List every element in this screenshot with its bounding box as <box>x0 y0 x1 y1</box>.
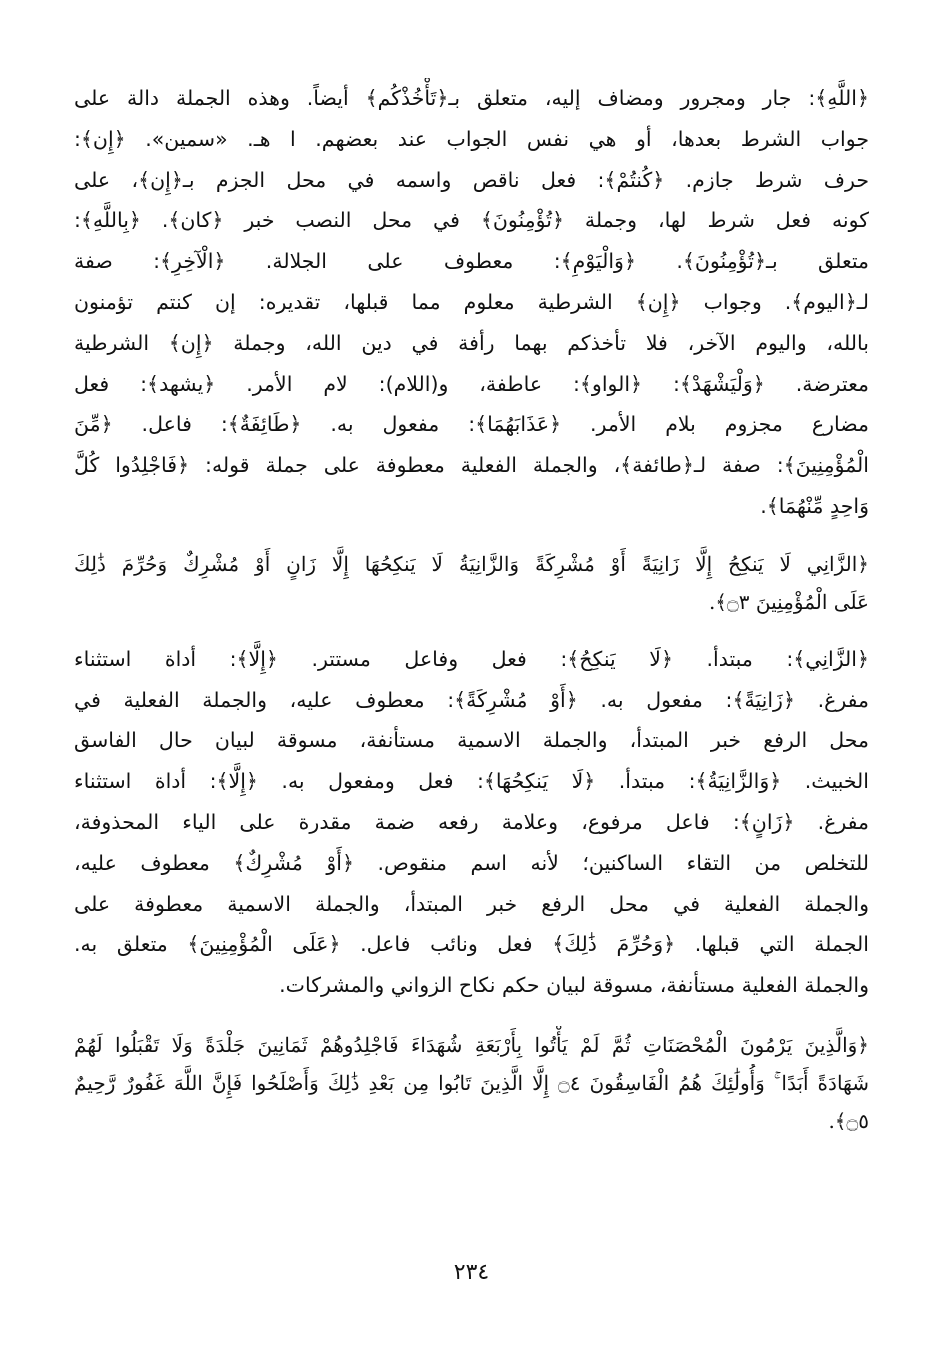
text-line: مفرغ. ﴿زَانٍ﴾: فاعل مرفوع، وعلامة رفعه ضمة مقدرة على الياء المحذوفة، <box>74 809 869 834</box>
text-line: مضارع مجزوم بلام الأمر. ﴿عَذَابَهُمَا﴾: مفعول به. ﴿طَائِفَةٌ﴾: فاعل. ﴿مِّنَ <box>74 412 869 437</box>
quran-verse-3 <box>74 545 869 621</box>
text-line: الخبيث. ﴿وَالزَّانِيَةُ﴾: مبتدأ. ﴿لَا يَنكِحُهَا﴾: فعل ومفعول به. ﴿إِلَّا﴾: أداة استثناء <box>74 769 869 794</box>
text-line: لـ﴿اليوم﴾. وجواب ﴿إِن﴾ الشرطية معلوم مما قبلها، تقديره: إن كنتم تؤمنون <box>74 289 869 314</box>
text-line: مفرغ. ﴿زَانِيَةً﴾: مفعول به. ﴿أَوْ مُشْرِكَةً﴾: معطوف عليه، والجملة الفعلية في <box>74 687 869 712</box>
text-line: الْمُؤْمِنِينَ﴾: صفة لـ﴿طائفة﴾، والجملة الفعلية معطوفة على جملة قوله: ﴿فَاجْلِدُوا كُلَّ <box>74 453 869 478</box>
text-line: وَاحِدٍ مِّنْهُمَا﴾. <box>760 493 869 518</box>
verse-line: ﴿الزَّانِي لَا يَنكِحُ إِلَّا زَانِيَةً أَوْ مُشْرِكَةً وَالزَّانِيَةُ لَا يَنكِحُهَا إِلَّا زَانٍ أَوْ مُشْرِكٌ وَحُرِّمَ ذَٰلِكَ <box>74 551 869 576</box>
text-line: والجملة الفعلية مستأنفة، مسوقة لبيان حكم نكاح الزواني والمشركات. <box>279 973 869 998</box>
text-line: للتخلص من التقاء الساكنين؛ لأنه اسم منقوص. ﴿أَوْ مُشْرِكٌ﴾ معطوف عليه، <box>74 850 869 875</box>
text-line: معترضة. ﴿وَلْيَشْهَدْ﴾: ﴿الواو﴾: عاطفة، و(اللام): لام الأمر. ﴿يشهد﴾: فعل <box>74 371 869 396</box>
text-line: والجملة الفعلية في محل الرفع خبر المبتدأ، والجملة الاسمية معطوفة على <box>74 891 869 916</box>
verse-line: عَلَى الْمُؤْمِنِينَ ۝٣﴾. <box>708 589 869 614</box>
quran-verse-4-5 <box>74 1026 869 1140</box>
verse-line: ﴿وَالَّذِينَ يَرْمُونَ الْمُحْصَنَاتِ ثُمَّ لَمْ يَأْتُوا بِأَرْبَعَةِ شُهَدَاءَ فَاجْلِدُوهُمْ ثَمَانِينَ جَلْدَةً وَلَا تَقْبَلُوا لَهُمْ <box>74 1032 869 1057</box>
text-line: كونه فعل شرط لها، وجملة ﴿تُؤْمِنُونَ﴾ في محل النصب خبر ﴿كان﴾. ﴿بِاللَّهِ﴾: <box>74 208 869 233</box>
text-line: ﴿الزَّانِي﴾: مبتدأ. ﴿لَا يَنكِحُ﴾: فعل وفاعل مستتر. ﴿إِلَّا﴾: أداة استثناء <box>74 646 869 671</box>
page-number: ٢٣٤ <box>453 1260 490 1285</box>
commentary-paragraph-1 <box>74 78 869 527</box>
verse-line: ۝٥﴾. <box>828 1108 869 1133</box>
text-line: جواب الشرط بعدها، أو هي نفس الجواب عند بعضهم. ا هـ. «سمين». ﴿إِن﴾: <box>74 126 869 151</box>
text-line: ﴿اللَّهِ﴾: جار ومجرور ومضاف إليه، متعلق بـ﴿تَأْخُذْكُم﴾ أيضاً. وهذه الجملة دالة على <box>74 86 869 110</box>
verse-line: شَهَادَةً أَبَدًا ۚ وَأُولَٰئِكَ هُمُ الْفَاسِقُونَ ۝٤ إِلَّا الَّذِينَ تَابُوا مِن بَعْدِ ذَٰلِكَ وَأَصْلَحُوا فَإِنَّ اللَّهَ غَفُورٌ رَّحِيمٌ <box>74 1070 869 1095</box>
commentary-paragraph-2 <box>74 639 869 1006</box>
text-line: بالله، واليوم الآخر، فلا تأخذكم بهما رأفة في دين الله، وجملة ﴿إِن﴾ الشرطية <box>74 330 869 355</box>
text-line: متعلق بـ﴿تُؤْمِنُونَ﴾. ﴿وَالْيَوْمِ﴾: معطوف على الجلالة. ﴿الْآخِرِ﴾: صفة <box>74 249 869 274</box>
text-line: محل الرفع خبر المبتدأ، والجملة الاسمية مستأنفة، مسوقة لبيان حال الفاسق <box>74 728 869 753</box>
page-body <box>74 78 869 1140</box>
text-line: حرف شرط جازم. ﴿كُنتُمْ﴾: فعل ناقص واسمه في محل الجزم بـ﴿إِن﴾، على <box>74 167 869 192</box>
text-line: الجملة التي قبلها. ﴿وَحُرِّمَ ذَٰلِكَ﴾ فعل ونائب فاعل. ﴿عَلَى الْمُؤْمِنِينَ﴾ متعلق به. <box>74 932 869 957</box>
